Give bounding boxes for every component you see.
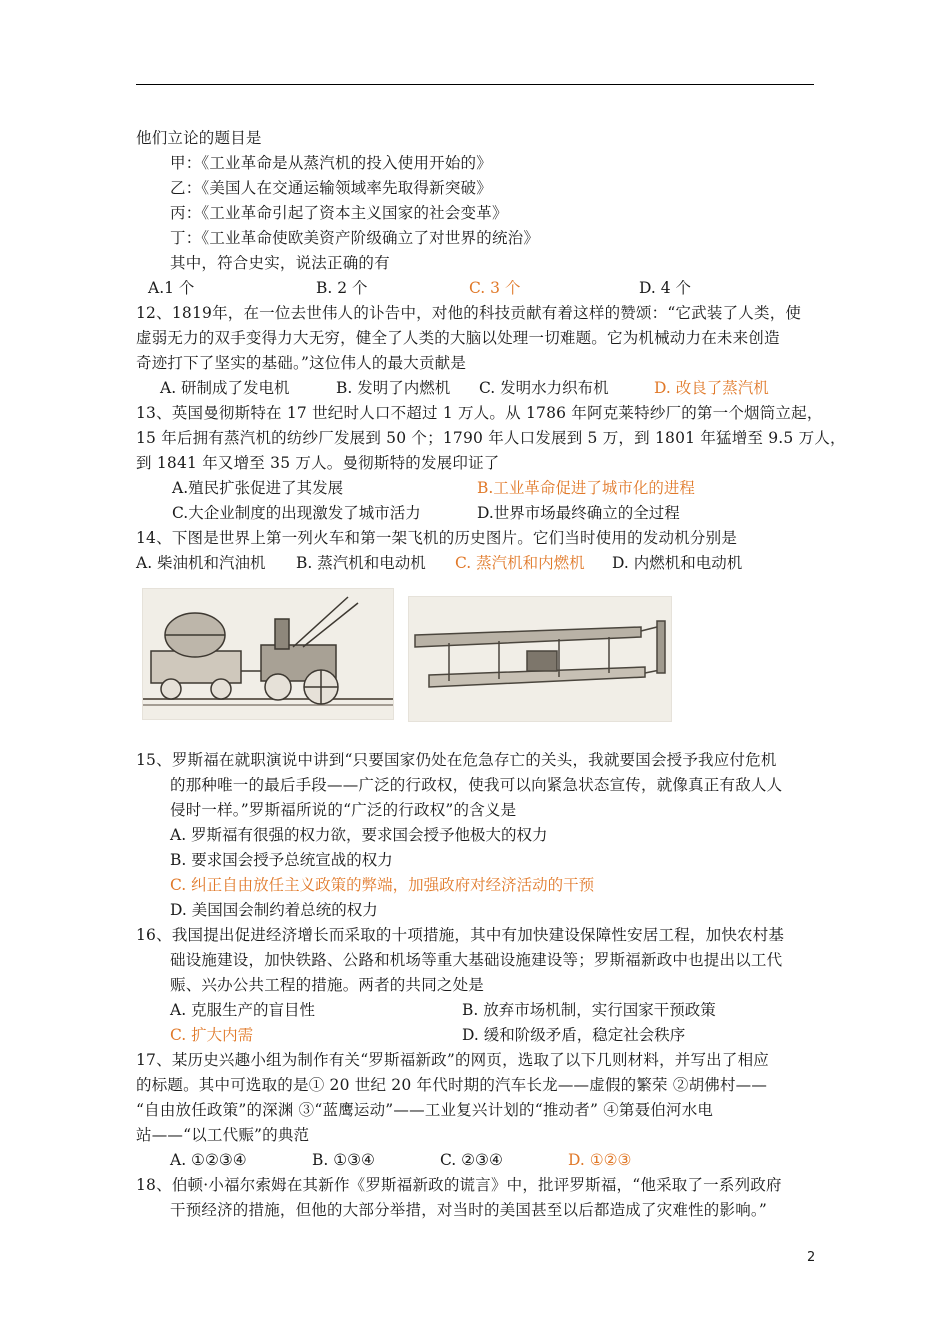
q11-ask: 其中，符合史实，说法正确的有 <box>170 254 390 272</box>
q18-line-1: 18、伯顿·小福尔索姆在其新作《罗斯福新政的谎言》中，批评罗斯福，“他采取了一系列政府 <box>136 1176 782 1194</box>
q12-line-2: 虚弱无力的双手变得力大无穷，健全了人类的大脑以处理一切难题。它为机械动力在未来创造 <box>136 329 780 347</box>
q14-option-a: A. 柴油机和汽油机 <box>136 554 266 572</box>
q11-option-d: D. 4 个 <box>639 279 692 297</box>
topic-jia: 甲：《工业革命是从蒸汽机的投入使用开始的》 <box>170 154 492 172</box>
q11-option-b: B. 2 个 <box>316 279 368 297</box>
q13-line-1: 13、英国曼彻斯特在 17 世纪时人口不超过 1 万人。从 1786 年阿克莱特纱厂的第一个烟筒立起， <box>136 404 823 422</box>
q16-option-a: A. 克服生产的盲目性 <box>170 1001 316 1019</box>
q11-option-a: A.1 个 <box>148 279 195 297</box>
q16-line-1: 16、我国提出促进经济增长而采取的十项措施，其中有加快建设保障性安居工程，加快农村基 <box>136 926 785 944</box>
q17-line-4: 站——“以工代赈”的典范 <box>136 1126 310 1144</box>
q17-option-d-answer: D. ①②③ <box>568 1151 632 1169</box>
intro-line: 他们立论的题目是 <box>136 129 262 147</box>
q13-option-b-answer: B.工业革命促进了城市化的进程 <box>477 479 695 497</box>
q15-option-c-answer: C. 纠正自由放任主义政策的弊端，加强政府对经济活动的干预 <box>170 876 595 894</box>
topic-ding: 丁：《工业革命使欧美资产阶级确立了对世界的统治》 <box>170 229 540 247</box>
q13-option-a: A.殖民扩张促进了其发展 <box>172 479 344 497</box>
q16-line-3: 赈、兴办公共工程的措施。两者的共同之处是 <box>170 976 485 994</box>
q17-option-c: C. ②③④ <box>440 1151 503 1169</box>
q15-line-3: 侵时一样。”罗斯福所说的“广泛的行政权”的含义是 <box>170 801 517 819</box>
q15-option-a: A. 罗斯福有很强的权力欲，要求国会授予他极大的权力 <box>170 826 548 844</box>
q14-line-1: 14、下图是世界上第一列火车和第一架飞机的历史图片。它们当时使用的发动机分别是 <box>136 529 738 547</box>
q15-line-2: 的那种唯一的最后手段——广泛的行政权，使我可以向紧急状态宣传，就像真正有敌人人 <box>170 776 783 794</box>
q13-line-2: 15 年后拥有蒸汽机的纺纱厂发展到 50 个；1790 年人口发展到 5 万，到 1801 年猛增至 9.5 万人， <box>136 429 846 447</box>
q11-option-c-answer: C. 3 个 <box>469 279 521 297</box>
q14-option-c-answer: C. 蒸汽机和内燃机 <box>455 554 585 572</box>
q15-option-b: B. 要求国会授予总统宣战的权力 <box>170 851 393 869</box>
q13-option-d: D.世界市场最终确立的全过程 <box>477 504 680 522</box>
q14-option-b: B. 蒸汽机和电动机 <box>296 554 426 572</box>
topic-yi: 乙：《美国人在交通运输领域率先取得新突破》 <box>170 179 492 197</box>
q16-line-2: 础设施建设，加快铁路、公路和机场等重大基础设施建设等；罗斯福新政中也提出以工代 <box>170 951 783 969</box>
header-rule <box>136 84 814 85</box>
q17-line-1: 17、某历史兴趣小组为制作有关“罗斯福新政”的网页，选取了以下几则材料，并写出了相应 <box>136 1051 769 1069</box>
first-airplane-image <box>408 596 672 722</box>
q13-option-c: C.大企业制度的出现激发了城市活力 <box>172 504 421 522</box>
q12-option-c: C. 发明水力织布机 <box>479 379 609 397</box>
page-number: 2 <box>807 1250 816 1265</box>
q12-option-a: A. 研制成了发电机 <box>160 379 290 397</box>
topic-bing: 丙：《工业革命引起了资本主义国家的社会变革》 <box>170 204 508 222</box>
q12-option-b: B. 发明了内燃机 <box>336 379 451 397</box>
q16-option-b: B. 放弃市场机制，实行国家干预政策 <box>462 1001 716 1019</box>
q16-option-c-answer: C. 扩大内需 <box>170 1026 254 1044</box>
q17-line-3: “自由放任政策”的深渊 ③“蓝鹰运动”——工业复兴计划的“推动者” ④第聂伯河水电 <box>136 1101 714 1119</box>
q14-option-d: D. 内燃机和电动机 <box>612 554 743 572</box>
q17-option-b: B. ①③④ <box>312 1151 375 1169</box>
q12-line-3: 奇迹打下了坚实的基础。”这位伟人的最大贡献是 <box>136 354 467 372</box>
q18-line-2: 干预经济的措施，但他的大部分举措，对当时的美国甚至以后都造成了灾难性的影响。” <box>170 1201 767 1219</box>
first-train-image <box>142 588 394 720</box>
q12-line-1: 12、1819年，在一位去世伟人的讣告中，对他的科技贡献有着这样的赞颂：“它武装了人类，使 <box>136 304 802 322</box>
q15-line-1: 15、罗斯福在就职演说中讲到“只要国家仍处在危急存亡的关头，我就要国会授予我应付危机 <box>136 751 777 769</box>
q17-option-a: A. ①②③④ <box>170 1151 247 1169</box>
q15-option-d: D. 美国国会制约着总统的权力 <box>170 901 378 919</box>
q13-line-3: 到 1841 年又增至 35 万人。曼彻斯特的发展印证了 <box>136 454 500 472</box>
q16-option-d: D. 缓和阶级矛盾，稳定社会秩序 <box>462 1026 686 1044</box>
q12-option-d-answer: D. 改良了蒸汽机 <box>654 379 769 397</box>
q17-line-2: 的标题。其中可选取的是① 20 世纪 20 年代时期的汽车长龙——虚假的繁荣 ②胡佛村—— <box>136 1076 768 1094</box>
